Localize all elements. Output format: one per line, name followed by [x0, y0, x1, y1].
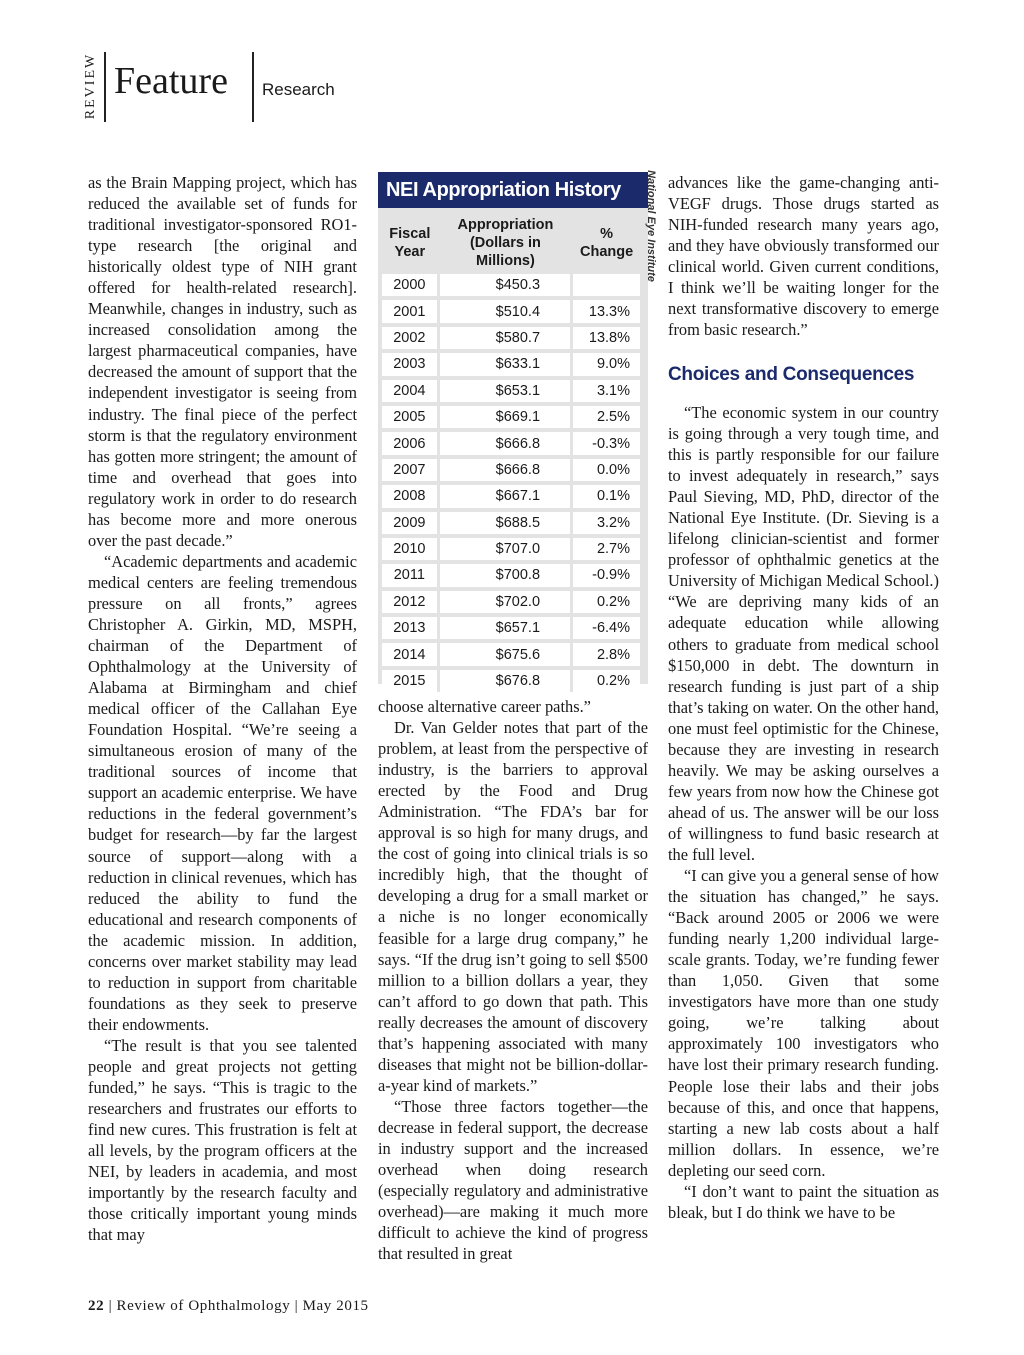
cell-appropriation: $510.4 [440, 300, 574, 322]
footer-separator: | [108, 1298, 117, 1314]
table-row [382, 670, 640, 692]
paragraph: “Those three factors together—the decrease in federal support, the decrease in industry support and the increased overhead when doing research (especially regulatory and administrative overhead)—are making it much more difficult to achieve the kind of progress that resulted in great [378, 1096, 648, 1264]
footer-separator: | [294, 1298, 303, 1314]
cell-appropriation: $450.3 [440, 274, 574, 296]
issue-date: May 2015 [302, 1298, 369, 1314]
cell-change: 2.7% [573, 538, 640, 560]
table-body [382, 274, 640, 692]
table-row [382, 485, 640, 507]
cell-change: 3.2% [573, 512, 640, 534]
paragraph: choose alternative career paths.” [378, 697, 591, 716]
cell-fiscal-year: 2014 [382, 643, 440, 665]
paragraph: advances like the game-changing anti-VEGF drugs. Those drugs started as NIH-funded research many years ago, and they have obviously transformed our clinical world. Given current conditions, I think we’ll be waiting longer for the next transformative discovery to emerge from basic research.” [668, 173, 939, 340]
masthead-section: Research [262, 80, 335, 99]
paragraph: “The result is that you see talented people and great projects not getting funded,” he says. “This is tragic to the researchers and frustrates our efforts to find new cures. This frustration is felt at all levels, by the program officers at the NEI, by leaders in academia, and most importantly by the research faculty and those critically important young minds that may [88, 1035, 357, 1245]
cell-change: 0.0% [573, 459, 640, 481]
masthead [0, 0, 1024, 130]
cell-appropriation: $676.8 [440, 670, 574, 692]
cell-change: -0.3% [573, 432, 640, 454]
cell-fiscal-year: 2006 [382, 432, 440, 454]
cell-change [573, 274, 640, 296]
table-row [382, 512, 640, 534]
cell-appropriation: $688.5 [440, 512, 574, 534]
cell-change: 0.2% [573, 670, 640, 692]
cell-fiscal-year: 2009 [382, 512, 440, 534]
paragraph: as the Brain Mapping project, which has reduced the available set of funds for traditional investigator-sponsored RO1-type research [the original and historically oldest type of NIH grant offered for health-related research]. Meanwhile, changes in industry, such as increased consolidation among the largest pharmaceutical companies, have decreased the amount of support that the independent investigator is seeing from industry. The final piece of the perfect storm is that the regulatory environment has gotten more stringent; the amount of time and overhead that goes into regulatory work in order to do research has become more and more onerous over the past decade.” [88, 173, 357, 550]
table-row [382, 617, 640, 639]
table-row [382, 406, 640, 428]
cell-appropriation: $666.8 [440, 459, 574, 481]
table-row [382, 300, 640, 322]
cell-fiscal-year: 2004 [382, 380, 440, 402]
header-change: % Change [580, 226, 634, 260]
cell-change: 0.1% [573, 485, 640, 507]
cell-change: 2.8% [573, 643, 640, 665]
appropriation-table-box [378, 172, 648, 690]
table-row [382, 459, 640, 481]
cell-fiscal-year: 2007 [382, 459, 440, 481]
article-column-3 [668, 172, 939, 340]
cell-appropriation: $580.7 [440, 327, 574, 349]
cell-fiscal-year: 2012 [382, 591, 440, 613]
cell-appropriation: $666.8 [440, 432, 574, 454]
table-row [382, 327, 640, 349]
publication-name: Review of Ophthalmology [116, 1298, 291, 1314]
cell-change: 3.1% [573, 380, 640, 402]
cell-appropriation: $669.1 [440, 406, 574, 428]
masthead-divider [104, 52, 106, 122]
cell-change: 2.5% [573, 406, 640, 428]
table-row [382, 591, 640, 613]
cell-change: -6.4% [573, 617, 640, 639]
cell-fiscal-year: 2000 [382, 274, 440, 296]
cell-appropriation: $633.1 [440, 353, 574, 375]
cell-appropriation: $700.8 [440, 564, 574, 586]
masthead-vertical-label: REVIEW [83, 52, 98, 120]
table-row [382, 274, 640, 296]
table-row [382, 643, 640, 665]
table-row [382, 380, 640, 402]
cell-fiscal-year: 2015 [382, 670, 440, 692]
cell-appropriation: $702.0 [440, 591, 574, 613]
paragraph: “The economic system in our country is going through a very tough time, and this is partly responsible for our failure to invest adequately in research,” says Paul Sieving, MD, PhD, director of the National Eye Institute. (Dr. Sieving is a lifelong clinician-scientist and former professor of ophthalmic genetics at the University of Michigan Medical School.) “We are depriving many kids of an adequate education while allowing others to graduate from medical school $150,000 in debt. The downturn in research funding is just part of a ship that’s taking on water. On the other hand, one must feel optimistic for the Chinese, because they are investing in research heavily. We may be asking ourselves a few years from now how the Chinese got ahead of us. The answer will be our loss of willingness to fund basic research at the full level. [668, 403, 939, 864]
cell-fiscal-year: 2010 [382, 538, 440, 560]
header-fiscal-year: Fiscal Year [382, 216, 440, 270]
table-header-row [382, 216, 640, 270]
appropriation-table [382, 212, 640, 696]
article-column-3-continued [668, 402, 939, 1223]
cell-change: 9.0% [573, 353, 640, 375]
paragraph: “I can give you a general sense of how the situation has changed,” he says. “Back around 2005 or 2006 we were funding nearly 1,200 individual large-scale grants. Today, we’re funding fewer than 1,050. Given that some investigators have more than one study going, we’re talking about approximately 100 investigators who have lost their primary research funding. People lose their labs and their jobs because of this, and once that happens, starting a new lab costs about a half million dollars. In essence, we’re depleting our seed corn. [668, 866, 939, 1180]
cell-appropriation: $653.1 [440, 380, 574, 402]
cell-fiscal-year: 2011 [382, 564, 440, 586]
table-credit: National Eye Institute [645, 170, 658, 282]
article-column-2 [378, 696, 648, 1264]
page-number: 22 [88, 1298, 105, 1314]
cell-appropriation: $675.6 [440, 643, 574, 665]
masthead-divider [252, 52, 254, 122]
paragraph: Dr. Van Gelder notes that part of the problem, at least from the perspective of industry, is the barriers to approval erected by the Food and Drug Administration. “The FDA’s bar for approval is so high for many drugs, and the cost of going into clinical trials is so incredibly high, that the thought of developing a drug for a small market or a niche is no longer economically feasible for a large drug company,” he says. “If the drug isn’t going to sell $500 million to a billion dollars a year, they can’t afford to go down that path. This really decreases the amount of discovery that’s happening associated with many diseases that might not be billion-dollar-a-year kind of markets.” [378, 718, 648, 1095]
cell-fiscal-year: 2001 [382, 300, 440, 322]
table-row [382, 353, 640, 375]
table-row [382, 564, 640, 586]
cell-appropriation: $707.0 [440, 538, 574, 560]
cell-fiscal-year: 2002 [382, 327, 440, 349]
cell-fiscal-year: 2013 [382, 617, 440, 639]
cell-change: 0.2% [573, 591, 640, 613]
masthead-title: Feature [114, 60, 228, 102]
cell-change: 13.3% [573, 300, 640, 322]
cell-appropriation: $657.1 [440, 617, 574, 639]
cell-change: -0.9% [573, 564, 640, 586]
cell-fiscal-year: 2008 [382, 485, 440, 507]
cell-fiscal-year: 2003 [382, 353, 440, 375]
paragraph: “Academic departments and academic medical centers are feeling tremendous pressure on all fronts,” agrees Christopher A. Girkin, MD, MSPH, chairman of the Department of Ophthalmology at the University of Alabama at Birmingham and chief medical officer of the Callahan Eye Foundation Hospital. “We’re seeing a simultaneous erosion of many of the traditional sources of income that support an academic enterprise. We have reductions in the federal government’s budget for research—by far the largest source of support—along with a reduction in clinical revenues, which has reduced the ability to fund the educational and research components of the academic mission. In addition, concerns over market stability may lead to reduction in support from charitable foundations as they seek to preserve their endowments. [88, 551, 357, 1034]
section-subhead: Choices and Consequences [668, 364, 915, 385]
page-footer [88, 1298, 369, 1315]
table-row [382, 432, 640, 454]
cell-appropriation: $667.1 [440, 485, 574, 507]
table-row [382, 538, 640, 560]
paragraph: “I don’t want to paint the situation as bleak, but I do think we have to be [668, 1181, 939, 1222]
cell-change: 13.8% [573, 327, 640, 349]
header-appropriation: Appropriation (Dollars in Millions) [440, 216, 574, 270]
table-title: NEI Appropriation History [378, 172, 648, 208]
cell-fiscal-year: 2005 [382, 406, 440, 428]
article-column-1 [88, 172, 357, 1245]
